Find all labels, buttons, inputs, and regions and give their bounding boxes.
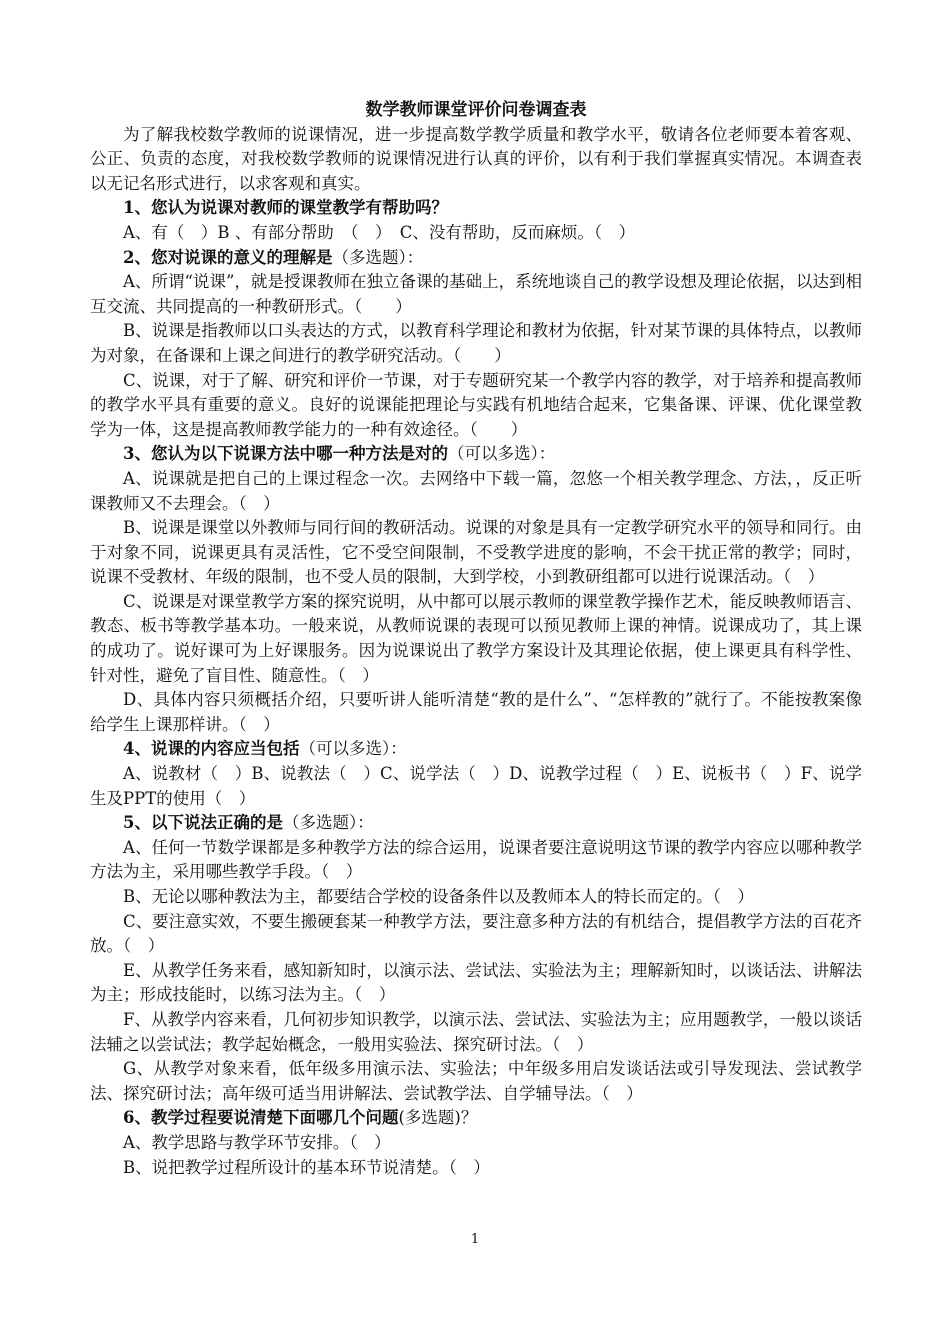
question-block (90, 1106, 862, 1180)
question-block (90, 737, 862, 811)
question-heading (90, 811, 862, 836)
answer-option: B、说课是指教师以口头表达的方式，以教育科学理论和教材为依据，针对某节课的具体特点，以教师为对象，在备课和上课之间进行的教学研究活动。（ ） (90, 321, 862, 365)
page-number: 1 (470, 1232, 480, 1247)
question-note: （多选题）： (282, 813, 374, 833)
answer-option: F、从教学内容来看，几何初步知识教学，以演示法、尝试法、实验法为主；应用题教学，一般以谈话法辅之以尝试法；教学起始概念，一般用实验法、探究研讨法。（ ） (90, 1009, 862, 1054)
question-heading (90, 196, 862, 221)
question-heading (90, 246, 862, 271)
question-title: 2、您对说课的意义的理解是 (123, 247, 333, 267)
answer-option: B、说把教学过程所设计的基本环节说清楚。（ ） (123, 1157, 490, 1177)
question-heading (90, 737, 862, 762)
answer-option: A、所谓“说课”，就是授课教师在独立备课的基础上，系统地谈自己的教学设想及理论依据，以达到相互交流、共同提高的一种教研形式。（ ） (90, 272, 862, 316)
question-block (90, 442, 862, 737)
document-body (90, 98, 862, 1180)
intro-paragraph: 为了解我校数学教师的说课情况，进一步提高数学教学质量和教学水平，敬请各位老师要本着客观、公正、负责的态度，对我校数学教师的说课情况进行认真的评价，以有利于我们掌握真实情况。本调查表以无记名形式进行，以求客观和真实。 (90, 124, 862, 193)
answer-option: A、任何一节数学课都是多种教学方法的综合运用，说课者要注意说明这节课的教学内容应以哪种教学方法为主，采用哪些教学手段。（ ） (90, 837, 862, 882)
answer-option: C、要注意实效，不要生搬硬套某一种教学方法，要注意多种方法的有机结合，提倡教学方法的百花齐放。（ ） (90, 911, 862, 956)
answer-option: C、说课是对课堂教学方案的探究说明，从中都可以展示教师的课堂教学操作艺术，能反映教师语言、教态、板书等教学基本功。一般来说，从教师说课的表现可以预见教师上课的神情。说课成功了，其上课的成功了。说好课可为上好课服务。因为说课说出了教学方案设计及其理论依据，使上课更具有科学性、针对性，避免了盲目性、随意性。（ ） (90, 591, 862, 685)
question-note: （多选题）： (332, 247, 424, 267)
question-title: 6、教学过程要说清楚下面哪几个问题 (123, 1108, 399, 1128)
answer-option: B、无论以哪种教法为主，都要结合学校的设备条件以及教师本人的特长而定的。（ ） (123, 887, 754, 906)
answer-option: G、从教学对象来看，低年级多用演示法、实验法；中年级多用启发谈话法或引导发现法、尝试教学法、探究研讨法；高年级可适当用讲解法、尝试教学法、自学辅导法。（ ） (90, 1059, 862, 1103)
question-block (90, 246, 862, 443)
question-title: 1、您认为说课对教师的课堂教学有帮助吗？ (123, 198, 448, 218)
question-heading (90, 1106, 862, 1131)
document-title: 数学教师课堂评价问卷调查表 (365, 100, 587, 120)
question-title: 5、以下说法正确的是 (123, 813, 283, 833)
question-title: 4、说课的内容应当包括 (123, 739, 300, 759)
answer-option: A、教学思路与教学环节安排。（ ） (123, 1132, 391, 1152)
question-title: 3、您认为以下说课方法中哪一种方法是对的 (123, 444, 448, 464)
answer-option: B、说课是课堂以外教师与同行间的教研活动。说课的对象是具有一定教学研究水平的领导和同行。由于对象不同，说课更具有灵活性，它不受空间限制，不受教学进度的影响，不会干扰正常的教学；同时，说课不受教材、年级的限制，也不受人员的限制，大到学校，小到教研组都可以进行说课活动。（ ） (90, 518, 862, 587)
answer-option: A、说课就是把自己的上课过程念一次。去网络中下载一篇，忽悠一个相关教学理念、方法，，反正听课教师又不去理会。（ ） (90, 468, 862, 513)
answer-option: D、具体内容只须概括介绍，只要听讲人能听清楚“教的是什么”、“怎样教的”就行了。不能按教案像给学生上课那样讲。（ ） (90, 690, 862, 734)
question-block (90, 196, 862, 245)
answer-option: A、说教材（ ）B、说教法（ ）C、说学法（ ）D、说教学过程（ ）E、说板书（ ）F、说学生及PPT的使用（ ） (90, 764, 862, 808)
question-list (90, 196, 862, 1180)
answer-option: A、有（ ）B 、有部分帮助 （ ） C、没有帮助，反而麻烦。（ ） (123, 222, 636, 242)
question-note: (多选题)？ (398, 1108, 478, 1128)
answer-option: C、说课，对于了解、研究和评价一节课，对于专题研究某一个教学内容的教学，对于培养和提高教师的教学水平具有重要的意义。良好的说课能把理论与实践有机地结合起来，它集备课、评课、优化课堂教学为一体，这是提高教师教学能力的一种有效途径。（ ） (90, 370, 862, 439)
question-block (90, 811, 862, 1106)
answer-option: E、从教学任务来看，感知新知时，以演示法、尝试法、实验法为主；理解新知时，以谈话法、讲解法为主；形成技能时，以练习法为主。（ ） (90, 960, 862, 1005)
question-note: （可以多选）： (299, 739, 407, 759)
question-note: （可以多选）： (447, 444, 556, 464)
question-heading (90, 442, 862, 467)
